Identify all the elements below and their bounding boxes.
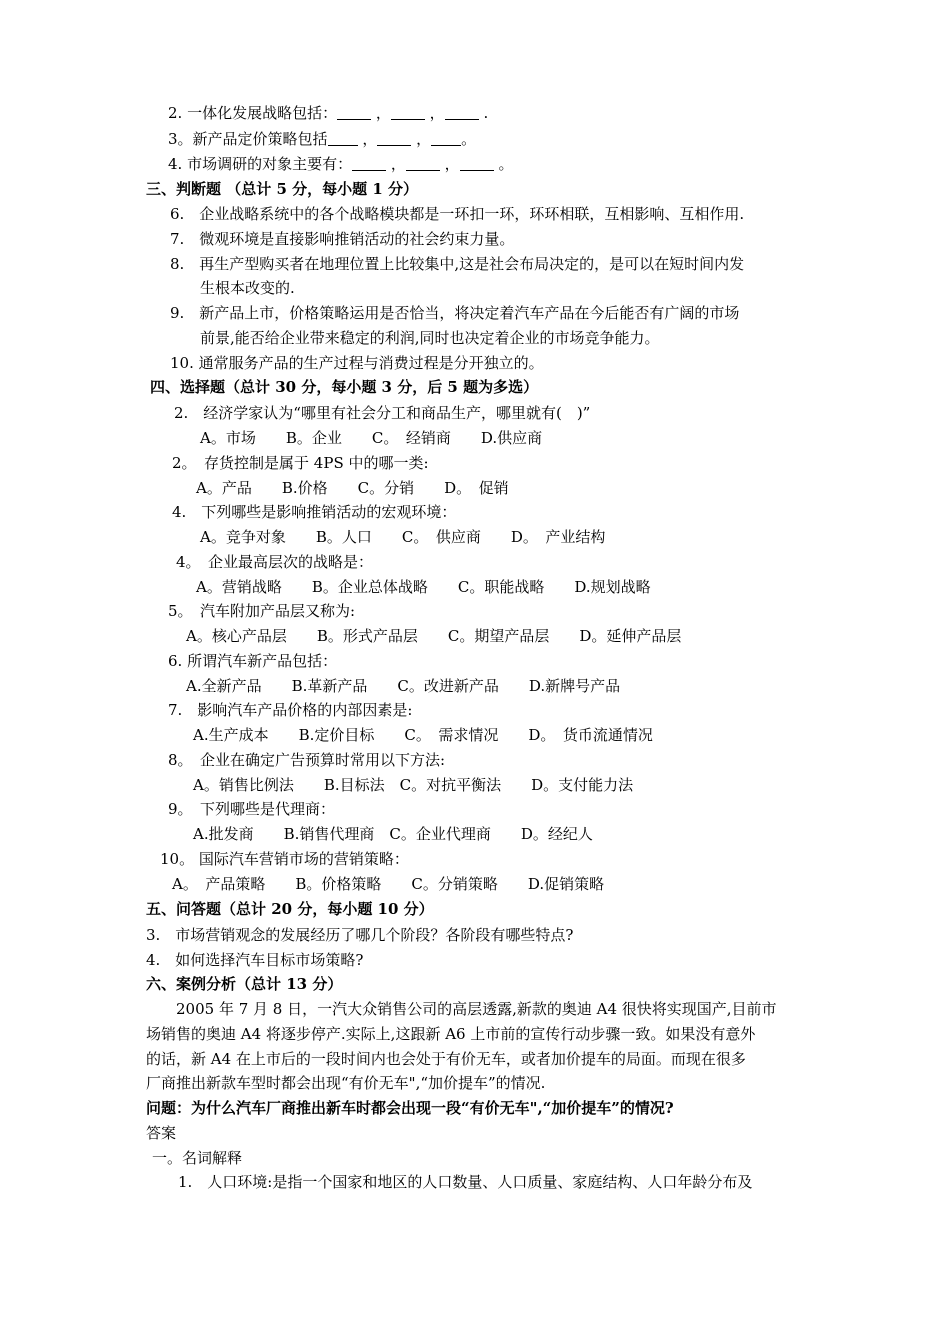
choice-options: A。核心产品层 B。形式产品层 C。期望产品层 D。延伸产品层	[186, 627, 682, 645]
choice-options: A。营销战略 B。企业总体战略 C。职能战略 D.规划战略	[196, 578, 651, 596]
judge-item-continuation: 生根本改变的.	[200, 279, 295, 297]
choice-question: 5。 汽车附加产品层又称为:	[168, 602, 356, 620]
answer-item: 1. 人口环境:是指一个国家和地区的人口数量、人口质量、家庭结构、人口年龄分布及	[178, 1173, 753, 1191]
answer-blank	[406, 156, 440, 171]
answer-blank	[337, 105, 371, 120]
choice-options: A。 产品策略 B。价格策略 C。分销策略 D.促销策略	[172, 875, 605, 893]
answer-heading: 答案	[146, 1124, 177, 1142]
choice-question: 8。 企业在确定广告预算时常用以下方法:	[168, 751, 446, 769]
judge-item: 6. 企业战略系统中的各个战略模块都是一环扣一环，环环相联，互相影响、互相作用.	[170, 205, 745, 223]
case-paragraph-line: 2005 年 7 月 8 日，一汽大众销售公司的高层透露,新款的奥迪 A4 很快将实现国产,目前市	[176, 1000, 777, 1018]
fill-question-2: 2. 一体化发展战略包括： ， ， .	[168, 104, 489, 122]
answer-blank	[328, 131, 358, 146]
answer-blank	[445, 105, 479, 120]
choice-question: 10。 国际汽车营销市场的营销策略：	[160, 850, 409, 868]
choice-options: A.生产成本 B.定价目标 C。 需求情况 D。 货币流通情况	[193, 726, 653, 744]
fill-question-text: 4. 市场调研的对象主要有：	[168, 155, 353, 173]
choice-options: A。市场 B。企业 C。 经销商 D.供应商	[200, 429, 543, 447]
answer-blank	[377, 131, 411, 146]
choice-options: A.全新产品 B.革新产品 C。改进新产品 D.新牌号产品	[186, 677, 621, 695]
fill-question-text: 3。新产品定价策略包括	[168, 130, 328, 148]
section-heading-choice: 四、选择题（总计 30 分，每小题 3 分，后 5 题为多选）	[150, 378, 539, 396]
judge-item: 10. 通常服务产品的生产过程与消费过程是分开独立的。	[170, 354, 544, 372]
judge-item: 9. 新产品上市，价格策略运用是否恰当，将决定着汽车产品在今后能否有广阔的市场	[170, 304, 740, 322]
answer-subheading: 一。名词解释	[152, 1149, 243, 1167]
answer-blank	[391, 105, 425, 120]
answer-blank	[431, 131, 461, 146]
fill-question-3: 3。新产品定价策略包括 ， ， 。	[168, 130, 477, 148]
fill-question-4: 4. 市场调研的对象主要有： ， ， 。	[168, 155, 514, 173]
judge-item: 8. 再生产型购买者在地理位置上比较集中,这是社会布局决定的，是可以在短时间内发	[170, 255, 745, 273]
choice-question: 2. 经济学家认为“哪里有社会分工和商品生产，哪里就有( )”	[174, 404, 591, 422]
answer-blank	[352, 156, 386, 171]
choice-options: A.批发商 B.销售代理商 C。企业代理商 D。经纪人	[193, 825, 593, 843]
case-paragraph-line: 厂商推出新款车型时都会出现“有价无车",“加价提车”的情况.	[146, 1074, 546, 1092]
case-paragraph-line: 场销售的奥迪 A4 将逐步停产.实际上,这跟新 A6 上市前的宣传行动步骤一致。如果没有意外	[146, 1025, 756, 1043]
choice-options: A。产品 B.价格 C。分销 D。 促销	[196, 479, 509, 497]
choice-question: 4. 下列哪些是影响推销活动的宏观环境：	[172, 503, 457, 521]
fill-question-text: 2. 一体化发展战略包括：	[168, 104, 338, 122]
choice-question: 2。 存货控制是属于 4PS 中的哪一类:	[172, 454, 429, 472]
case-question: 问题：为什么汽车厂商推出新车时都会出现一段“有价无车",“加价提车”的情况?	[146, 1099, 674, 1117]
section-heading-judge: 三、判断题 （总计 5 分，每小题 1 分）	[146, 180, 418, 198]
choice-options: A。竞争对象 B。人口 C。 供应商 D。 产业结构	[200, 528, 606, 546]
judge-item-continuation: 前景,能否给企业带来稳定的利润,同时也决定着企业的市场竞争能力。	[200, 329, 660, 347]
case-paragraph-line: 的话，新 A4 在上市后的一段时间内也会处于有价无车，或者加价提车的局面。而现在很多	[146, 1050, 746, 1068]
choice-question: 9。 下列哪些是代理商：	[168, 800, 336, 818]
choice-question: 7. 影响汽车产品价格的内部因素是:	[168, 701, 413, 719]
judge-item: 7. 微观环境是直接影响推销活动的社会约束力量。	[170, 230, 515, 248]
choice-options: A。销售比例法 B.目标法 C。对抗平衡法 D。支付能力法	[193, 776, 634, 794]
answer-blank	[460, 156, 494, 171]
qa-item: 4. 如何选择汽车目标市场策略?	[146, 951, 364, 969]
qa-item: 3. 市场营销观念的发展经历了哪几个阶段？各阶段有哪些特点?	[146, 926, 574, 944]
choice-question: 6. 所谓汽车新产品包括：	[168, 652, 338, 670]
choice-question: 4。 企业最高层次的战略是：	[176, 553, 374, 571]
section-heading-case: 六、案例分析（总计 13 分）	[146, 975, 343, 993]
section-heading-qa: 五、问答题（总计 20 分，每小题 10 分）	[146, 900, 434, 918]
